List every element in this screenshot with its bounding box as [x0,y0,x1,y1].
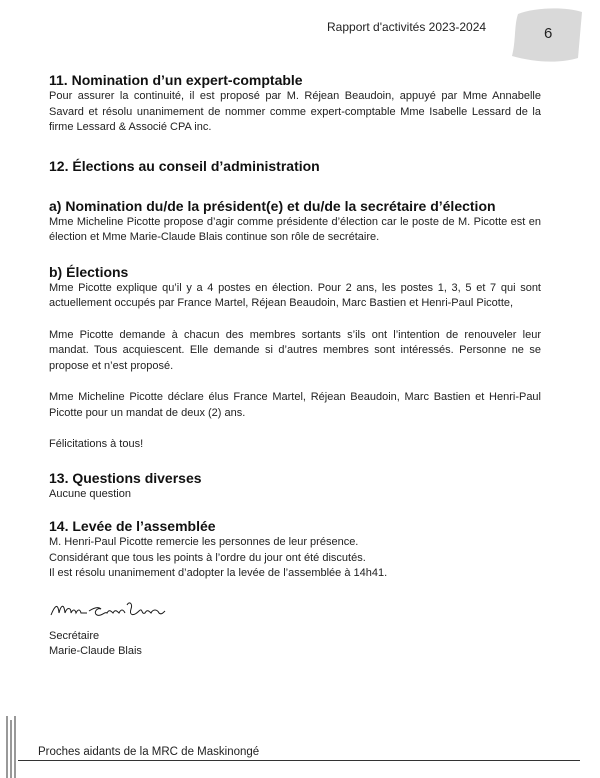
section-13-body: Aucune question [49,487,131,500]
section-12b-para-4: Félicitations à tous! [49,438,144,450]
page-number: 6 [544,25,553,42]
signature-image [49,597,167,625]
section-11-body: Pour assurer la continuité, il est proposé par M. Réjean Beaudoin, appuyé par Mme Annabelle Savard et résolu unanimement de nommer comme expert-comptable Mme Isabelle Lessard de la firme Lessard & Associé CPA inc. [49,90,541,133]
section-14-line-2: Considérant que tous les points à l’ordre du jour ont été discutés. [49,551,366,564]
footer-organization: Proches aidants de la MRC de Maskinongé [38,746,260,758]
section-14-line-3: Il est résolu unanimement d’adopter la levée de l’assemblée à 14h41. [49,567,388,579]
section-12b-heading: b) Élections [49,263,129,280]
section-14-heading: 14. Levée de l’assemblée [49,518,216,534]
section-12b-para-1: Mme Picotte explique qu’il y a 4 postes en élection. Pour 2 ans, les postes 1, 3, 5 et 7 qui sont actuellement occupés par France Martel, Réjean Beaudoin, Marc Bastien et Henri-Paul Picotte, [49,281,541,309]
section-13-heading: 13. Questions diverses [49,469,202,486]
document-body [49,72,541,660]
section-11-heading: 11. Nomination d’un expert-comptable [49,72,303,88]
signature-name: Marie-Claude Blais [49,645,142,657]
footer-decoration [0,716,30,778]
section-12b-para-2: Mme Picotte demande à chacun des membres sortants s’ils ont l’intention de renouveler leur mandat. Tous acquiescent. Elle demande si d’autres membres sont intéressés. Personne ne se propose et n’est proposé. [49,328,541,372]
section-14-line-1: M. Henri-Paul Picotte remercie les personnes de leur présence. [49,536,359,548]
report-title: Rapport d'activités 2023-2024 [327,20,487,34]
section-12a-heading: a) Nomination du/de la président(e) et du/de la secrétaire d’élection [49,197,496,214]
footer-rule [18,760,580,761]
section-12-heading: 12. Élections au conseil d’administration [49,157,320,174]
section-12b-para-3: Mme Micheline Picotte déclare élus France Martel, Réjean Beaudoin, Marc Bastien et Henri-Paul Picotte pour un mandat de deux (2) ans. [49,391,541,419]
signature-role: Secrétaire [49,629,100,642]
section-12a-body: Mme Micheline Picotte propose d’agir comme présidente d’élection car le poste de M. Picotte est en élection et Mme Marie-Claude Blais continue son rôle de secrétaire. [49,215,541,243]
